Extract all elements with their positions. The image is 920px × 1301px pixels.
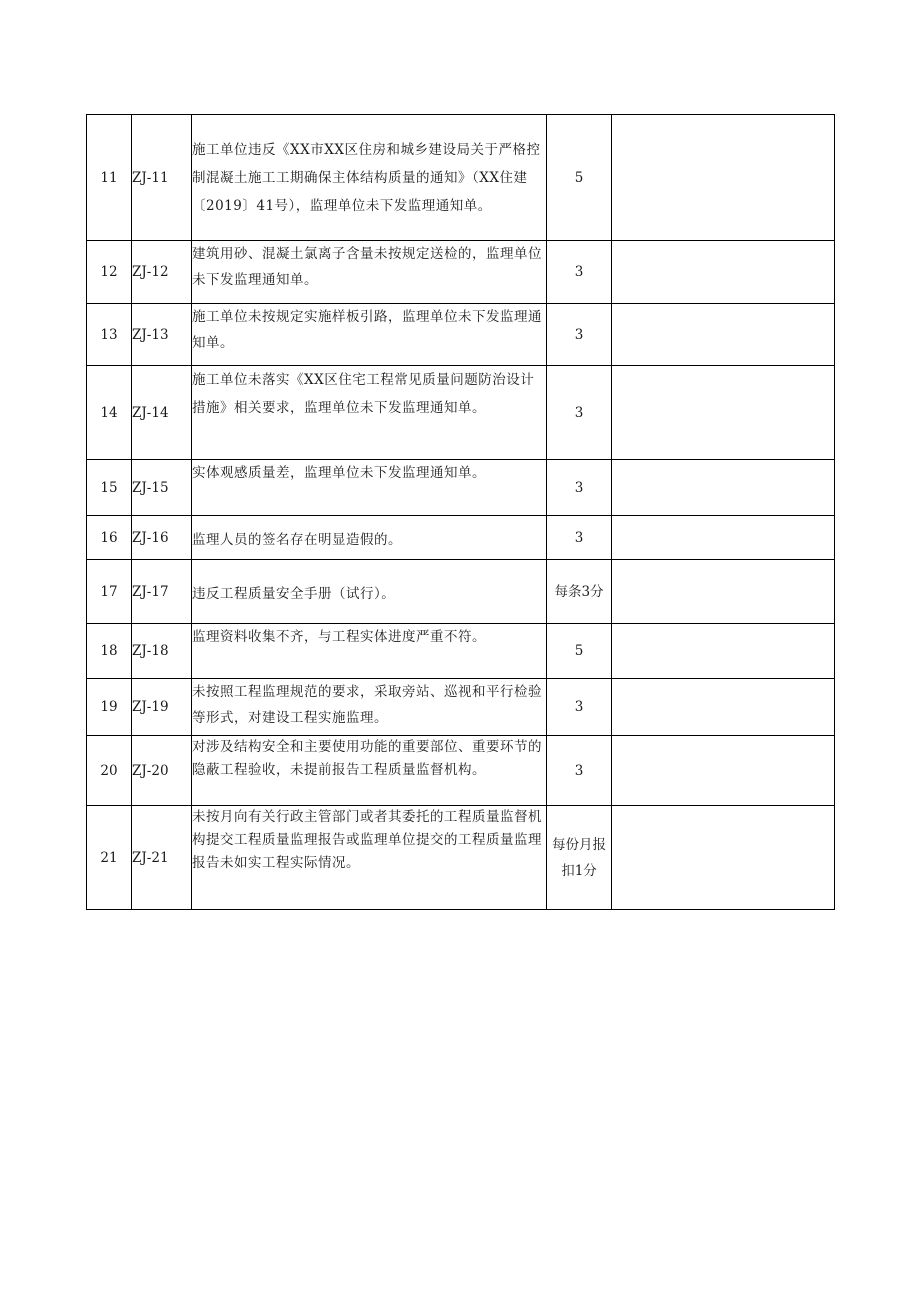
table-row bbox=[87, 679, 835, 736]
item-code: ZJ-11 bbox=[132, 115, 192, 241]
deduction-score: 3 bbox=[547, 516, 612, 560]
item-code: ZJ-12 bbox=[132, 241, 192, 304]
item-code: ZJ-19 bbox=[132, 679, 192, 736]
item-code: ZJ-13 bbox=[132, 304, 192, 366]
row-number: 17 bbox=[87, 560, 132, 624]
remarks-cell bbox=[612, 736, 835, 806]
remarks-cell bbox=[612, 624, 835, 679]
deduction-score: 3 bbox=[547, 366, 612, 460]
deduction-score: 每条3分 bbox=[547, 560, 612, 624]
table-row bbox=[87, 304, 835, 366]
table-row bbox=[87, 516, 835, 560]
item-description: 实体观感质量差，监理单位未下发监理通知单。 bbox=[192, 460, 547, 516]
item-description: 违反工程质量安全手册（试行）。 bbox=[192, 560, 547, 624]
item-description: 监理人员的签名存在明显造假的。 bbox=[192, 516, 547, 560]
remarks-cell bbox=[612, 115, 835, 241]
deduction-score: 3 bbox=[547, 460, 612, 516]
remarks-cell bbox=[612, 516, 835, 560]
remarks-cell bbox=[612, 460, 835, 516]
item-code: ZJ-15 bbox=[132, 460, 192, 516]
remarks-cell bbox=[612, 304, 835, 366]
scoring-table bbox=[86, 114, 835, 910]
deduction-score: 3 bbox=[547, 241, 612, 304]
deduction-score: 5 bbox=[547, 624, 612, 679]
table-row bbox=[87, 366, 835, 460]
row-number: 16 bbox=[87, 516, 132, 560]
remarks-cell bbox=[612, 366, 835, 460]
row-number: 20 bbox=[87, 736, 132, 806]
remarks-cell bbox=[612, 806, 835, 910]
deduction-score: 3 bbox=[547, 679, 612, 736]
item-code: ZJ-18 bbox=[132, 624, 192, 679]
item-description: 建筑用砂、混凝土氯离子含量未按规定送检的，监理单位未下发监理通知单。 bbox=[192, 241, 547, 304]
deduction-score: 每份月报扣1分 bbox=[547, 806, 612, 910]
table-row bbox=[87, 624, 835, 679]
table-row bbox=[87, 806, 835, 910]
item-description: 监理资料收集不齐，与工程实体进度严重不符。 bbox=[192, 624, 547, 679]
item-description: 施工单位未落实《XX区住宅工程常见质量问题防治设计措施》相关要求，监理单位未下发监理通知单。 bbox=[192, 366, 547, 460]
row-number: 21 bbox=[87, 806, 132, 910]
row-number: 19 bbox=[87, 679, 132, 736]
row-number: 12 bbox=[87, 241, 132, 304]
item-code: ZJ-16 bbox=[132, 516, 192, 560]
remarks-cell bbox=[612, 679, 835, 736]
item-description: 未按照工程监理规范的要求，采取旁站、巡视和平行检验等形式，对建设工程实施监理。 bbox=[192, 679, 547, 736]
item-description: 对涉及结构安全和主要使用功能的重要部位、重要环节的隐蔽工程验收，未提前报告工程质量监督机构。 bbox=[192, 736, 547, 806]
deduction-score: 3 bbox=[547, 304, 612, 366]
item-code: ZJ-20 bbox=[132, 736, 192, 806]
item-code: ZJ-14 bbox=[132, 366, 192, 460]
item-description: 未按月向有关行政主管部门或者其委托的工程质量监督机构提交工程质量监理报告或监理单位提交的工程质量监理报告未如实工程实际情况。 bbox=[192, 806, 547, 910]
table-row bbox=[87, 115, 835, 241]
item-description: 施工单位违反《XX市XX区住房和城乡建设局关于严格控制混凝土施工工期确保主体结构质量的通知》（XX住建〔2019〕41号），监理单位未下发监理通知单。 bbox=[192, 115, 547, 241]
row-number: 11 bbox=[87, 115, 132, 241]
table-row bbox=[87, 560, 835, 624]
deduction-score: 5 bbox=[547, 115, 612, 241]
table-row bbox=[87, 241, 835, 304]
row-number: 14 bbox=[87, 366, 132, 460]
row-number: 18 bbox=[87, 624, 132, 679]
remarks-cell bbox=[612, 560, 835, 624]
item-code: ZJ-21 bbox=[132, 806, 192, 910]
item-description: 施工单位未按规定实施样板引路，监理单位未下发监理通知单。 bbox=[192, 304, 547, 366]
deduction-score: 3 bbox=[547, 736, 612, 806]
item-code: ZJ-17 bbox=[132, 560, 192, 624]
table-row bbox=[87, 736, 835, 806]
table-row bbox=[87, 460, 835, 516]
remarks-cell bbox=[612, 241, 835, 304]
row-number: 15 bbox=[87, 460, 132, 516]
row-number: 13 bbox=[87, 304, 132, 366]
